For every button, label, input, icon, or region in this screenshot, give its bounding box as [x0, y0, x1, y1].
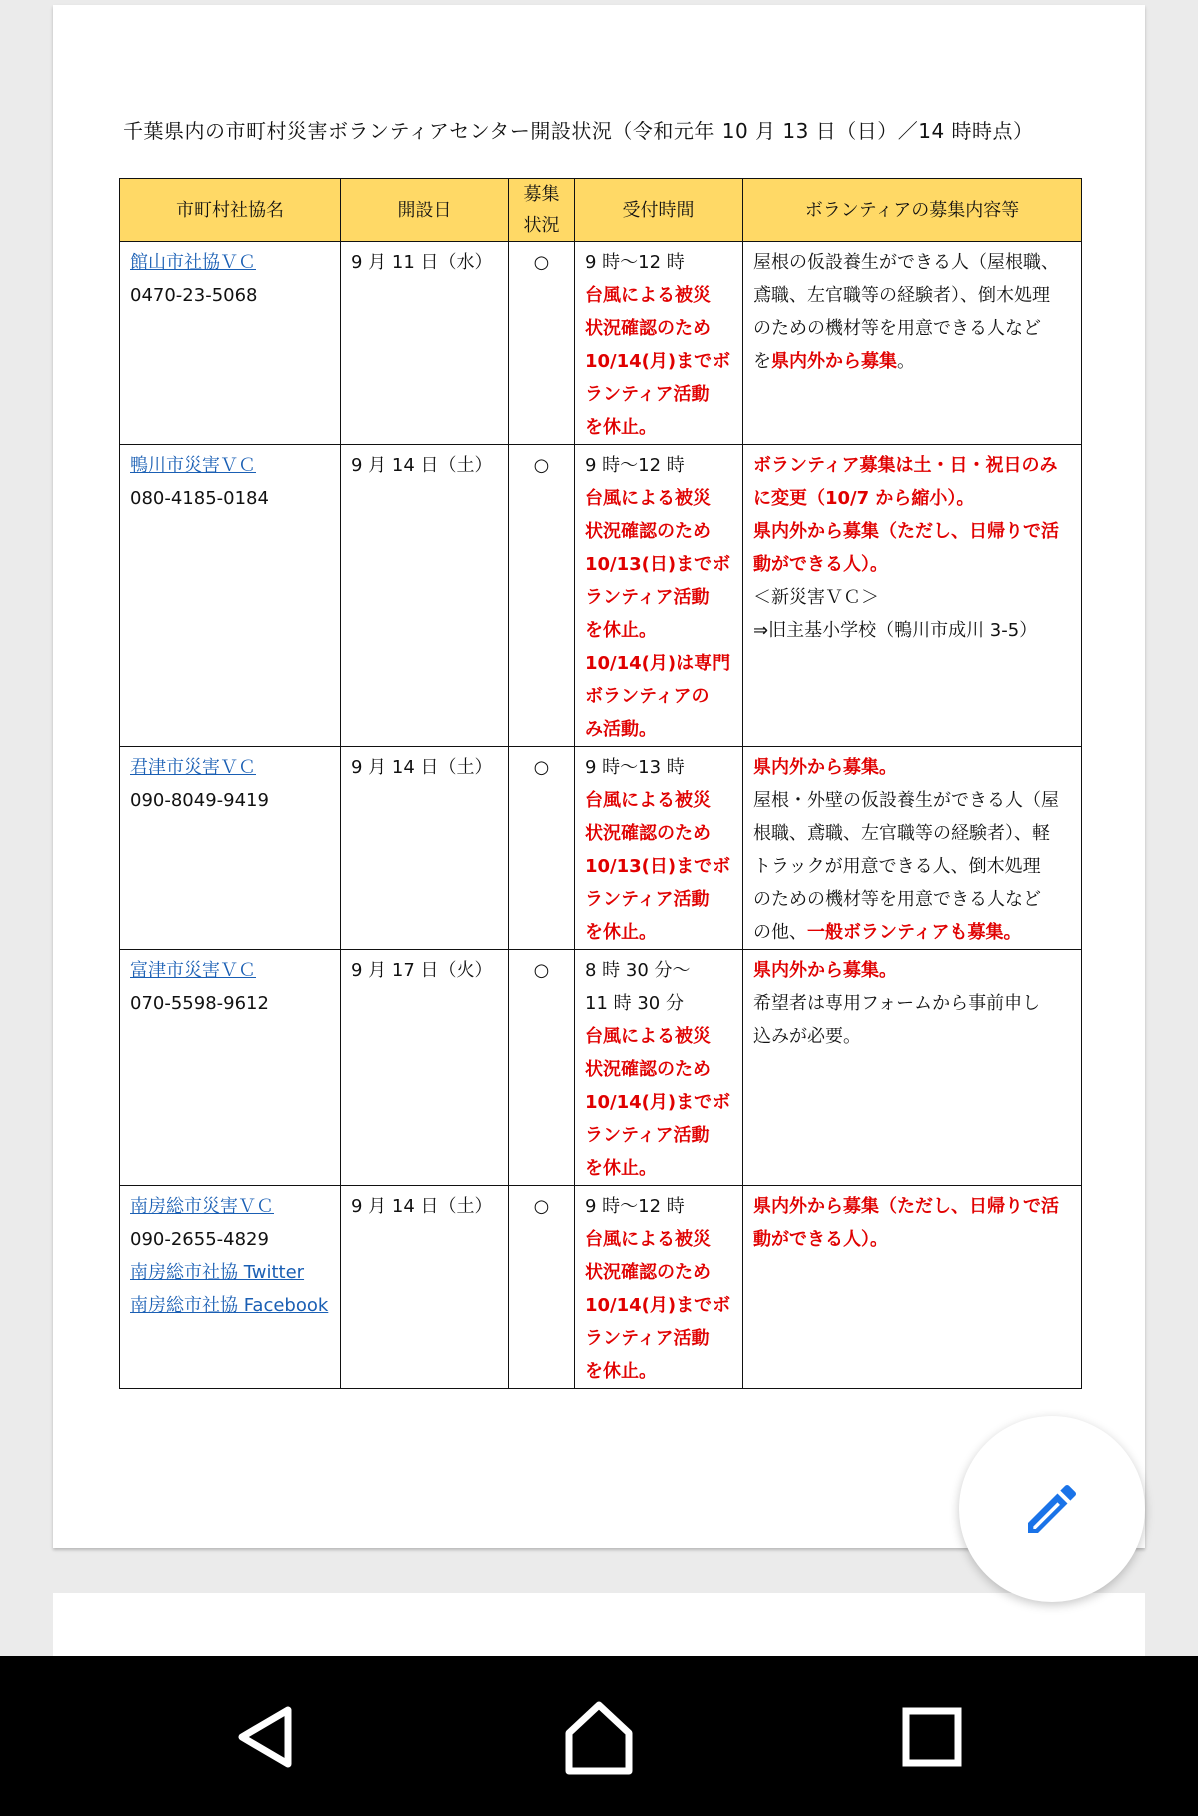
center-name-link[interactable]: 南房総市災害ＶＣ — [130, 1196, 274, 1217]
hours-note: を休止。 — [585, 417, 657, 438]
table-row — [120, 445, 1082, 747]
cell-status: ○ — [509, 950, 575, 1186]
phone-number: 070-5598-9612 — [130, 993, 269, 1014]
hours-note: ランティア活動 — [585, 384, 710, 405]
cell-hours — [575, 445, 743, 747]
content-text: 屋根・外壁の仮設養生ができる人（屋 — [753, 790, 1059, 811]
android-navigation-bar — [0, 1656, 1198, 1816]
content-text: の他、 — [753, 922, 807, 943]
header-status — [509, 179, 575, 242]
header-status-line: 状況 — [523, 215, 560, 236]
hours-note: 台風による被災 — [585, 488, 711, 509]
cell-name — [120, 747, 341, 950]
hours-text: 8 時 30 分～ — [585, 960, 691, 981]
content-highlight: に変更（10/7 から縮小）。 — [753, 488, 975, 509]
cell-open-date: 9 月 14 日（土） — [341, 747, 509, 950]
cell-content — [743, 747, 1082, 950]
table-row — [120, 950, 1082, 1186]
cell-content — [743, 242, 1082, 445]
header-status-label — [513, 179, 570, 241]
hours-note: を休止。 — [585, 1361, 657, 1382]
header-hours: 受付時間 — [575, 179, 743, 242]
content-text: トラックが用意できる人、倒木処理 — [753, 856, 1041, 877]
hours-note: 台風による被災 — [585, 285, 711, 306]
content-text: を — [753, 351, 771, 372]
hours-text: 11 時 30 分 — [585, 993, 684, 1014]
hours-note: 台風による被災 — [585, 1229, 711, 1250]
cell-status: ○ — [509, 1186, 575, 1389]
header-name: 市町村社協名 — [120, 179, 341, 242]
cell-content — [743, 950, 1082, 1186]
content-tail — [753, 916, 1071, 949]
hours-text: 9 時～12 時 — [585, 455, 685, 476]
hours-note: 10/14(月)までボ — [585, 1092, 731, 1113]
hours-note: み活動。 — [585, 719, 657, 740]
content-text: 鳶職、左官職等の経験者）、倒木処理 — [753, 285, 1050, 306]
content-text: 込みが必要。 — [753, 1026, 861, 1047]
table-row — [120, 1186, 1082, 1389]
edit-fab-button[interactable] — [959, 1416, 1145, 1602]
center-name-link[interactable]: 館山市社協ＶＣ — [130, 252, 256, 273]
phone-number: 080-4185-0184 — [130, 488, 269, 509]
hours-note: 10/13(日)までボ — [585, 554, 731, 575]
hours-note: を休止。 — [585, 922, 657, 943]
table-row — [120, 242, 1082, 445]
content-highlight: 県内外から募集（ただし、日帰りで活 — [753, 1196, 1059, 1217]
cell-hours — [575, 747, 743, 950]
hours-note: 状況確認のため — [585, 1262, 711, 1283]
content-highlight: ボランティア募集は土・日・祝日のみ — [753, 455, 1058, 476]
content-text: 。 — [897, 351, 915, 372]
cell-name — [120, 445, 341, 747]
cell-open-date: 9 月 11 日（水） — [341, 242, 509, 445]
document-page — [53, 5, 1145, 1548]
hours-text: 9 時～12 時 — [585, 252, 685, 273]
hours-note: ボランティアの — [585, 686, 710, 707]
cell-open-date: 9 月 14 日（土） — [341, 1186, 509, 1389]
header-open-date: 開設日 — [341, 179, 509, 242]
home-button[interactable] — [544, 1682, 654, 1792]
content-highlight: 県内外から募集。 — [753, 960, 897, 981]
document-title: 千葉県内の市町村災害ボランティアセンター開設状況（令和元年 10 月 13 日（日）／14 時時点） — [123, 119, 1034, 143]
hours-note: 状況確認のため — [585, 823, 711, 844]
cell-hours — [575, 242, 743, 445]
cell-open-date: 9 月 14 日（土） — [341, 445, 509, 747]
content-highlight: 県内外から募集。 — [753, 757, 897, 778]
content-text: 屋根の仮設養生ができる人（屋根職、 — [753, 252, 1059, 273]
hours-note: 状況確認のため — [585, 1059, 711, 1080]
content-highlight: 県内外から募集 — [771, 351, 897, 372]
hours-note: ランティア活動 — [585, 889, 710, 910]
content-text: のための機材等を用意できる人など — [753, 318, 1041, 339]
content-highlight: 一般ボランティアも募集。 — [807, 922, 1022, 943]
hours-note: を休止。 — [585, 1158, 657, 1179]
home-icon — [561, 1699, 637, 1775]
twitter-link[interactable]: 南房総市社協 Twitter — [130, 1262, 305, 1283]
header-content: ボランティアの募集内容等 — [743, 179, 1082, 242]
content-highlight: 県内外から募集（ただし、日帰りで活 — [753, 521, 1059, 542]
hours-note: 状況確認のため — [585, 318, 711, 339]
content-text: ＜新災害ＶＣ＞ — [753, 587, 879, 608]
hours-text: 9 時～12 時 — [585, 1196, 685, 1217]
hours-note: ランティア活動 — [585, 587, 710, 608]
cell-hours — [575, 1186, 743, 1389]
hours-text: 9 時～13 時 — [585, 757, 685, 778]
hours-note: ランティア活動 — [585, 1125, 710, 1146]
hours-note: 台風による被災 — [585, 790, 711, 811]
back-button[interactable] — [210, 1682, 320, 1792]
cell-name — [120, 242, 341, 445]
hours-note: 10/13(日)までボ — [585, 856, 731, 877]
cell-hours — [575, 950, 743, 1186]
cell-name — [120, 1186, 341, 1389]
hours-note: 台風による被災 — [585, 1026, 711, 1047]
cell-status: ○ — [509, 242, 575, 445]
phone-number: 0470-23-5068 — [130, 285, 258, 306]
content-highlight: 動ができる人）。 — [753, 1229, 888, 1250]
hours-note: 状況確認のため — [585, 521, 711, 542]
pencil-icon — [1020, 1477, 1084, 1541]
center-name-link[interactable]: 君津市災害ＶＣ — [130, 757, 256, 778]
hours-note: ランティア活動 — [585, 1328, 710, 1349]
recents-square-icon — [901, 1706, 963, 1768]
content-highlight: 動ができる人）。 — [753, 554, 888, 575]
center-name-link[interactable]: 鴨川市災害ＶＣ — [130, 455, 256, 476]
center-name-link[interactable]: 富津市災害ＶＣ — [130, 960, 256, 981]
volunteer-center-table — [119, 178, 1082, 1389]
header-status-line: 募集 — [523, 184, 560, 205]
cell-content — [743, 445, 1082, 747]
cell-open-date: 9 月 17 日（火） — [341, 950, 509, 1186]
phone-number: 090-2655-4829 — [130, 1229, 269, 1250]
hours-note: を休止。 — [585, 620, 657, 641]
hours-note: 10/14(月)までボ — [585, 1295, 731, 1316]
content-tail — [753, 345, 1071, 378]
cell-content — [743, 1186, 1082, 1389]
cell-name — [120, 950, 341, 1186]
cell-status: ○ — [509, 747, 575, 950]
cell-status: ○ — [509, 445, 575, 747]
facebook-link[interactable]: 南房総市社協 Facebook — [130, 1295, 329, 1316]
back-triangle-icon — [230, 1702, 300, 1772]
phone-number: 090-8049-9419 — [130, 790, 269, 811]
content-text: のための機材等を用意できる人など — [753, 889, 1041, 910]
content-text: 根職、鳶職、左官職等の経験者）、軽 — [753, 823, 1050, 844]
table-header-row — [120, 179, 1082, 242]
hours-note: 10/14(月)は専門 — [585, 653, 731, 674]
hours-note: 10/14(月)までボ — [585, 351, 731, 372]
recents-button[interactable] — [877, 1682, 987, 1792]
content-text: 希望者は専用フォームから事前申し — [753, 993, 1041, 1014]
content-text: ⇒旧主基小学校（鴨川市成川 3-5） — [753, 620, 1038, 641]
table-row — [120, 747, 1082, 950]
